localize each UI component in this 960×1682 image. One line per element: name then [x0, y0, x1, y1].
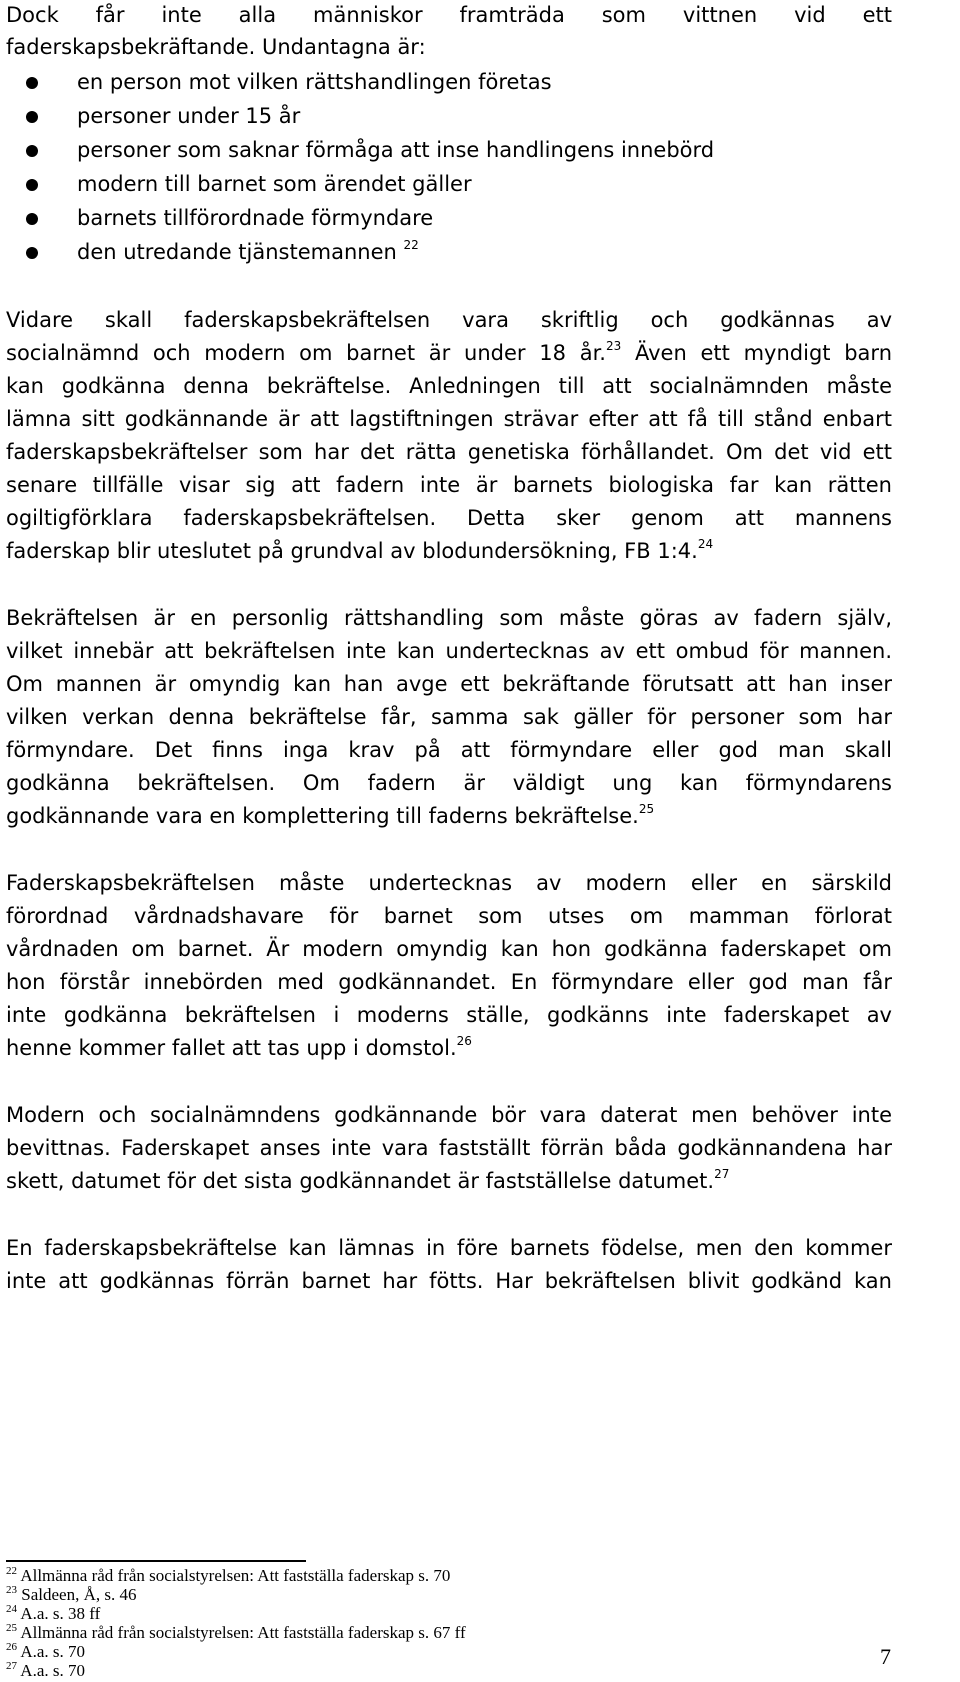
bullet-icon — [26, 213, 38, 225]
bullet-icon — [26, 77, 38, 89]
text-line: faderskap blir uteslutet på grundval av blodundersökning, FB 1:4.24 — [6, 537, 714, 563]
bullet-icon — [26, 145, 38, 157]
text-line: inte godkänna bekräftelsen i moderns ställe, godkänns inte faderskapet av — [6, 1003, 892, 1027]
text-line: Modern och socialnämndens godkännande bör vara daterat men behöver inte — [6, 1103, 892, 1127]
footnote-ref: 27 — [714, 1167, 730, 1181]
text-line: Bekräftelsen är en personlig rättshandling som måste göras av fadern själv, — [6, 606, 892, 630]
bullet-icon — [26, 179, 38, 191]
text-line: godkännande vara en komplettering till faderns bekräftelse.$^{25}$ — [6, 802, 655, 828]
footnote-ref: 25 — [638, 802, 655, 816]
text-line: godkänna bekräftelsen. Om fadern är väldigt ung kan förmyndarens — [6, 771, 892, 795]
list-item: modern till barnet som ärendet gäller — [77, 172, 472, 196]
list-item: en person mot vilken rättshandlingen företas — [77, 70, 552, 94]
bullet-icon — [26, 247, 38, 259]
text-line: vilket innebär att bekräftelsen inte kan undertecknas av ett ombud för mannen. — [6, 639, 892, 663]
footnote: $^{22}$ Allmänna råd från socialstyrelsen: Att fastställa faderskap s. 70 — [6, 1565, 451, 1585]
text-line: ogiltigförklara faderskapsbekräftelsen. Detta sker genom att mannens — [6, 506, 892, 530]
footnote — [6, 1661, 85, 1680]
footnote: $^{25}$ Allmänna råd från socialstyrelsen: Att fastställa faderskap s. 67 ff — [6, 1622, 466, 1642]
text-line: senare tillfälle visar sig att fadern inte är barnets biologiska far kan rätten — [6, 473, 892, 497]
list-item: personer under 15 år — [77, 104, 301, 128]
footnote: $^{24}$ A.a. s. 38 ff — [6, 1603, 101, 1623]
text-line: vilken verkan denna bekräftelse får, samma sak gäller för personer som har — [6, 705, 892, 729]
footnote-ref: 23 — [605, 339, 622, 353]
footnote: $^{23}$ Saldeen, Å, s. 46 — [6, 1584, 137, 1604]
bullet-icon — [26, 111, 38, 123]
list-item — [77, 237, 419, 267]
footnote-ref: 22 — [403, 238, 419, 252]
text-line: förmyndare. Det finns inga krav på att förmyndare eller god man skall — [6, 738, 892, 762]
text-line: skett, datumet för det sista godkännandet är fastställelse datumet.$^{27}$ — [6, 1167, 730, 1193]
text-line: lämna sitt godkännande är att lagstiftningen strävar efter att få till stånd enbart — [6, 407, 892, 431]
text-line: Faderskapsbekräftelsen måste undertecknas av modern eller en särskild — [6, 871, 892, 895]
text-line: En faderskapsbekräftelse kan lämnas in före barnets födelse, men den kommer — [6, 1236, 892, 1260]
list-item: barnets tillförordnade förmyndare — [77, 206, 434, 230]
intro-line-2: faderskapsbekräftande. Undantagna är: — [6, 35, 426, 59]
text-line: henne kommer fallet att tas upp i domstol.$^{26}$ — [6, 1034, 472, 1060]
text-line: socialnämnd och modern om barnet är under 18 år.$^{23}$ Även ett myndigt barn — [6, 339, 893, 365]
text-line: vårdnaden om barnet. Är modern omyndig kan hon godkänna faderskapet om — [6, 937, 892, 961]
list-item: personer som saknar förmåga att inse handlingens innebörd — [77, 138, 715, 162]
footnote-separator — [6, 1560, 306, 1562]
footnote-text: A.a. s. 70 — [17, 1661, 85, 1680]
text-line: kan godkänna denna bekräftelse. Anledningen till att socialnämnden måste — [6, 374, 892, 398]
text-line: bevittnas. Faderskapet anses inte vara fastställt förrän båda godkännandena har — [6, 1136, 892, 1160]
text-line: inte att godkännas förrän barnet har fötts. Har bekräftelsen blivit godkänd kan — [6, 1269, 892, 1293]
text-line: faderskapsbekräftelser som har det rätta genetiska förhållandet. Om det vid ett — [6, 440, 892, 464]
text-line: förordnad vårdnadshavare för barnet som utses om mamman förlorat — [6, 904, 892, 928]
footnote-ref: 24 — [697, 537, 714, 551]
page-number: 7 — [880, 1644, 891, 1669]
footnote-ref: 26 — [456, 1034, 472, 1048]
intro-line-1: Dock får inte alla människor framträda som vittnen vid ett — [6, 3, 892, 27]
list-item-text: den utredande tjänstemannen — [77, 240, 397, 264]
text-line: Om mannen är omyndig kan han avge ett bekräftande förutsatt att han inser — [6, 672, 892, 696]
text-line: Vidare skall faderskapsbekräftelsen vara skriftlig och godkännas av — [6, 308, 892, 332]
footnote-number: 27 — [6, 1660, 17, 1673]
text-line: hon förstår innebörden med godkännandet. En förmyndare eller god man får — [6, 970, 892, 994]
footnote: $^{26}$ A.a. s. 70 — [6, 1641, 86, 1661]
